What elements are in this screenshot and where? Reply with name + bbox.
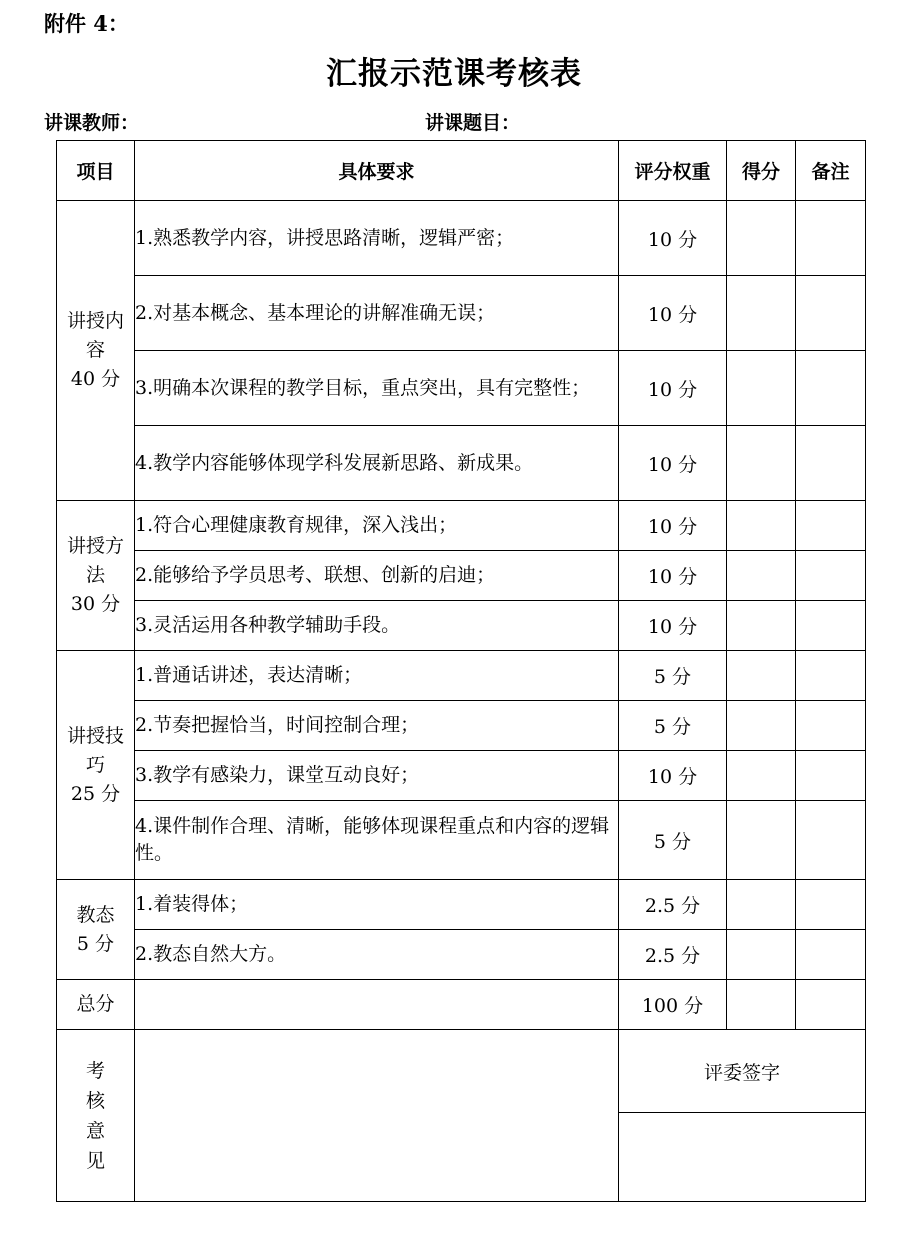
category-line: 30 分	[70, 593, 121, 615]
requirement-text: 2.教态自然大方。	[135, 930, 619, 980]
category-method	[57, 501, 135, 651]
evaluation-table	[56, 140, 866, 1202]
topic-label: 讲课题目：	[425, 112, 521, 134]
opinion-label-char: 考	[85, 1059, 105, 1082]
requirement-text: 1.符合心理健康教育规律，深入浅出；	[135, 501, 619, 551]
remarks-cell[interactable]	[796, 201, 866, 276]
category-line: 讲授方	[66, 535, 124, 557]
weight-value: 2.5 分	[619, 880, 727, 930]
requirement-text: 4.课件制作合理、清晰，能够体现课程重点和内容的逻辑性。	[135, 801, 619, 880]
remarks-cell[interactable]	[796, 551, 866, 601]
table-row	[57, 501, 866, 551]
category-line: 讲授内	[66, 310, 124, 332]
total-weight: 100 分	[619, 980, 727, 1030]
lecturer-label: 讲课教师：	[44, 112, 140, 134]
table-row	[57, 276, 866, 351]
category-line: 5 分	[76, 932, 115, 955]
attachment-label: 附件 4：	[44, 11, 129, 36]
weight-value: 10 分	[619, 501, 727, 551]
category-line: 教态	[76, 903, 115, 926]
page-title: 汇报示范课考核表	[326, 56, 582, 92]
remarks-cell[interactable]	[796, 751, 866, 801]
opinion-label-char: 意	[85, 1119, 105, 1142]
weight-value: 10 分	[619, 426, 727, 501]
category-line: 容	[85, 339, 105, 361]
category-line: 法	[85, 564, 105, 586]
weight-value: 10 分	[619, 351, 727, 426]
opinion-row	[57, 1030, 866, 1202]
requirement-text: 1.熟悉教学内容，讲授思路清晰，逻辑严密；	[135, 201, 619, 276]
weight-value: 10 分	[619, 551, 727, 601]
score-cell[interactable]	[727, 601, 796, 651]
table-row	[57, 551, 866, 601]
header-weight: 评分权重	[619, 141, 727, 201]
table-row	[57, 651, 866, 701]
table-row	[57, 701, 866, 751]
opinion-label-char: 核	[85, 1089, 105, 1112]
weight-value: 10 分	[619, 601, 727, 651]
total-score-cell[interactable]	[727, 980, 796, 1030]
header-score: 得分	[727, 141, 796, 201]
requirement-text: 2.能够给予学员思考、联想、创新的启迪；	[135, 551, 619, 601]
remarks-cell[interactable]	[796, 880, 866, 930]
total-requirements-cell	[135, 980, 619, 1030]
table-row	[57, 880, 866, 930]
weight-value: 10 分	[619, 201, 727, 276]
remarks-cell[interactable]	[796, 930, 866, 980]
requirement-text: 2.节奏把握恰当，时间控制合理；	[135, 701, 619, 751]
category-line: 巧	[85, 753, 105, 776]
table-row	[57, 751, 866, 801]
requirement-text: 1.着装得体；	[135, 880, 619, 930]
total-remarks-cell[interactable]	[796, 980, 866, 1030]
requirement-text: 4.教学内容能够体现学科发展新思路、新成果。	[135, 426, 619, 501]
score-cell[interactable]	[727, 551, 796, 601]
table-row	[57, 351, 866, 426]
total-label: 总分	[57, 980, 135, 1030]
score-cell[interactable]	[727, 501, 796, 551]
header-item: 项目	[57, 141, 135, 201]
category-demeanor	[57, 880, 135, 980]
table-row	[57, 201, 866, 276]
score-cell[interactable]	[727, 880, 796, 930]
category-line: 25 分	[70, 782, 121, 805]
score-cell[interactable]	[727, 930, 796, 980]
category-line: 讲授技	[66, 724, 124, 747]
requirement-text: 1.普通话讲述，表达清晰；	[135, 651, 619, 701]
opinion-label-char: 见	[85, 1149, 105, 1172]
score-cell[interactable]	[727, 276, 796, 351]
table-row	[57, 426, 866, 501]
score-cell[interactable]	[727, 201, 796, 276]
header-requirements: 具体要求	[135, 141, 619, 201]
signature-field[interactable]	[619, 1113, 865, 1201]
requirement-text: 3.教学有感染力，课堂互动良好；	[135, 751, 619, 801]
remarks-cell[interactable]	[796, 276, 866, 351]
weight-value: 2.5 分	[619, 930, 727, 980]
score-cell[interactable]	[727, 426, 796, 501]
signature-label: 评委签字	[619, 1030, 865, 1113]
remarks-cell[interactable]	[796, 701, 866, 751]
weight-value: 5 分	[619, 701, 727, 751]
score-cell[interactable]	[727, 351, 796, 426]
opinion-text-area[interactable]	[135, 1030, 619, 1202]
score-cell[interactable]	[727, 701, 796, 751]
weight-value: 10 分	[619, 276, 727, 351]
opinion-label	[57, 1030, 135, 1202]
remarks-cell[interactable]	[796, 351, 866, 426]
requirement-text: 2.对基本概念、基本理论的讲解准确无误；	[135, 276, 619, 351]
remarks-cell[interactable]	[796, 426, 866, 501]
category-content	[57, 201, 135, 501]
remarks-cell[interactable]	[796, 801, 866, 880]
header-row	[57, 141, 866, 201]
table-row	[57, 930, 866, 980]
weight-value: 10 分	[619, 751, 727, 801]
requirement-text: 3.明确本次课程的教学目标，重点突出，具有完整性；	[135, 351, 619, 426]
table-row	[57, 601, 866, 651]
requirement-text: 3.灵活运用各种教学辅助手段。	[135, 601, 619, 651]
table-row	[57, 801, 866, 880]
score-cell[interactable]	[727, 801, 796, 880]
remarks-cell[interactable]	[796, 651, 866, 701]
remarks-cell[interactable]	[796, 601, 866, 651]
header-remarks: 备注	[796, 141, 866, 201]
score-cell[interactable]	[727, 651, 796, 701]
remarks-cell[interactable]	[796, 501, 866, 551]
category-skill	[57, 651, 135, 880]
total-row	[57, 980, 866, 1030]
weight-value: 5 分	[619, 651, 727, 701]
score-cell[interactable]	[727, 751, 796, 801]
category-line: 40 分	[70, 368, 121, 390]
signature-area	[619, 1030, 866, 1202]
weight-value: 5 分	[619, 801, 727, 880]
